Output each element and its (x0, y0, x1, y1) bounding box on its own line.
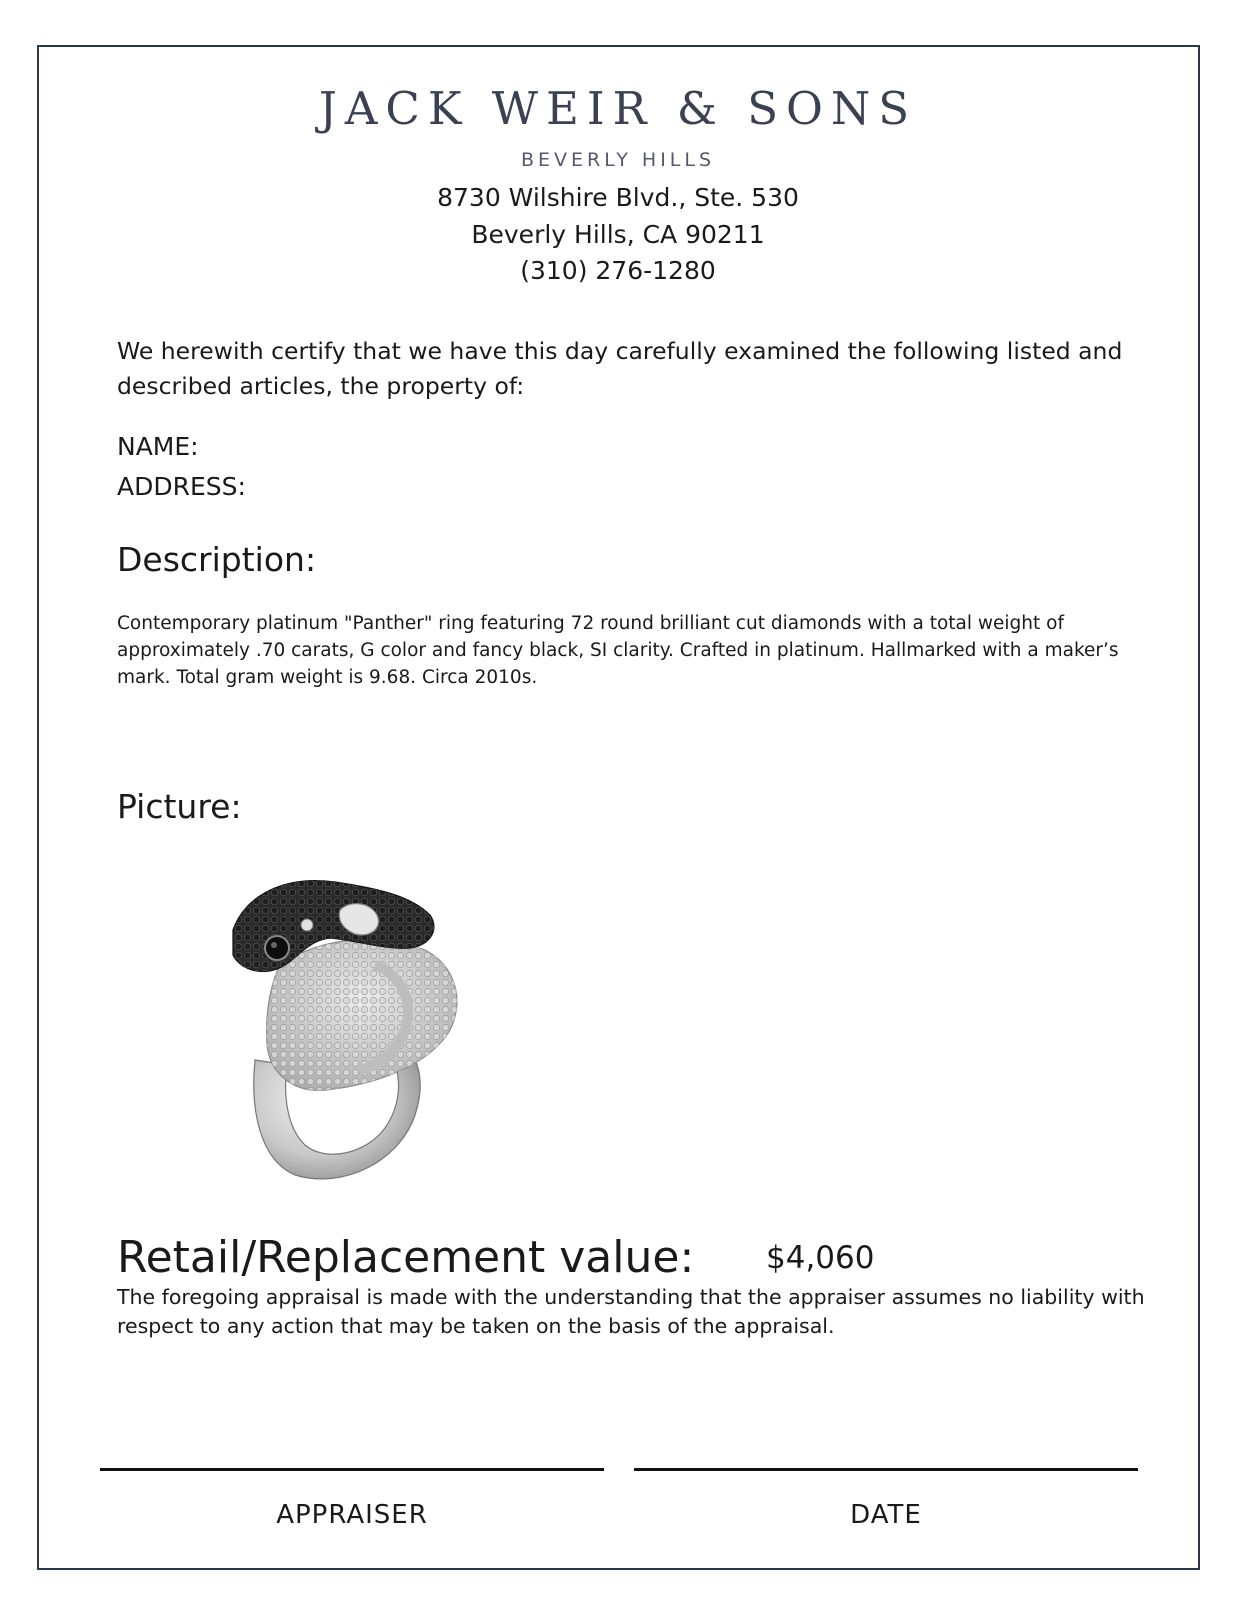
appraiser-label: APPRAISER (276, 1500, 428, 1530)
date-label: DATE (850, 1500, 922, 1530)
name-label: NAME: (117, 432, 199, 461)
description-text: Contemporary platinum "Panther" ring featuring 72 round brilliant cut diamonds with a total weight of approximately .70 carats, G color and fancy black, SI clarity. Crafted in platinum. Hallmarked with a maker’s mark. Total gram weight is 9.68. Circa 2010s. (117, 613, 1119, 688)
disclaimer-text: The foregoing appraisal is made with the understanding that the appraiser assumes no liability with respect to any action that may be taken on the basis of the appraisal. (117, 1285, 1145, 1338)
appraiser-signature-line (100, 1468, 604, 1471)
valuation-row (117, 1232, 875, 1283)
date-signature-line (634, 1468, 1138, 1471)
valuation-amount: $4,060 (766, 1240, 875, 1276)
phone-number: (310) 276-1280 (520, 256, 716, 285)
description-heading: Description: (117, 540, 317, 579)
address-label: ADDRESS: (117, 472, 246, 501)
valuation-label: Retail/Replacement value: (117, 1232, 695, 1283)
brand-name: JACK WEIR & SONS (318, 82, 918, 135)
address-line-2: Beverly Hills, CA 90211 (471, 220, 765, 249)
address-line-1: 8730 Wilshire Blvd., Ste. 530 (437, 183, 799, 212)
brand-location: BEVERLY HILLS (520, 149, 716, 171)
picture-heading: Picture: (117, 787, 242, 826)
certification-statement: We herewith certify that we have this day carefully examined the following listed and described articles, the property of: (117, 337, 1123, 400)
panther-ring-image (225, 870, 485, 1210)
